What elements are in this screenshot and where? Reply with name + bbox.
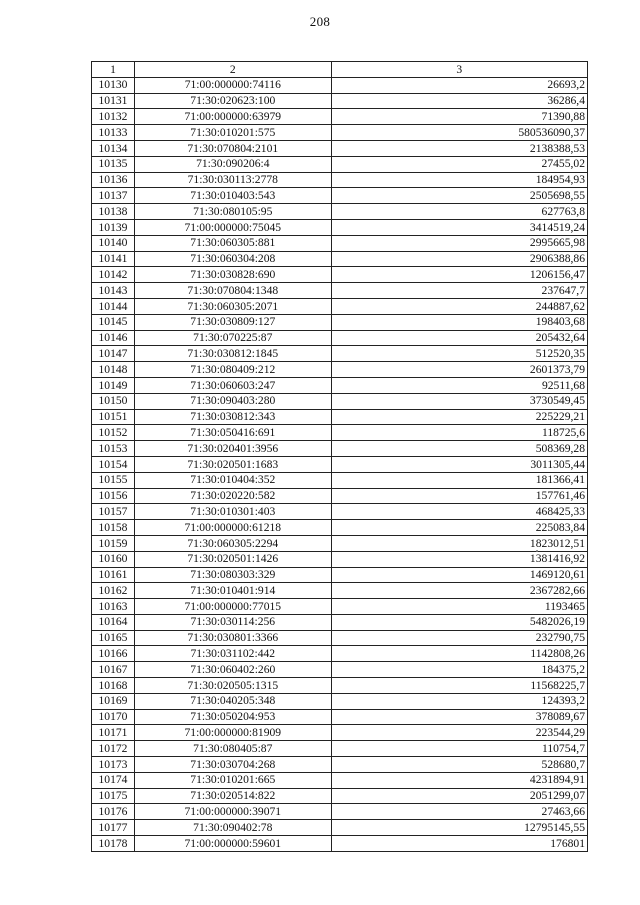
cadastral-value: 27455,02 <box>331 156 587 172</box>
cadastral-value: 2995665,98 <box>331 235 587 251</box>
row-number: 10156 <box>92 488 135 504</box>
cadastral-number: 71:30:010401:914 <box>134 583 331 599</box>
row-number: 10166 <box>92 646 135 662</box>
row-number: 10146 <box>92 330 135 346</box>
table-header <box>92 62 588 78</box>
cadastral-value: 36286,4 <box>331 93 587 109</box>
cadastral-number: 71:30:060305:2294 <box>134 535 331 551</box>
row-number: 10175 <box>92 788 135 804</box>
cadastral-value: 5482026,19 <box>331 614 587 630</box>
cadastral-value: 512520,35 <box>331 346 587 362</box>
table-row <box>92 425 588 441</box>
cadastral-number: 71:30:060304:208 <box>134 251 331 267</box>
cadastral-value: 71390,88 <box>331 109 587 125</box>
table-row <box>92 77 588 93</box>
cadastral-number: 71:30:030801:3366 <box>134 630 331 646</box>
cadastral-value: 1142808,26 <box>331 646 587 662</box>
table-row <box>92 140 588 156</box>
row-number: 10153 <box>92 441 135 457</box>
row-number: 10143 <box>92 283 135 299</box>
column-header-3: 3 <box>331 62 587 78</box>
cadastral-value: 1823012,51 <box>331 535 587 551</box>
cadastral-number: 71:30:070804:2101 <box>134 140 331 156</box>
table-row <box>92 520 588 536</box>
cadastral-number: 71:30:020401:3956 <box>134 441 331 457</box>
cadastral-value: 4231894,91 <box>331 772 587 788</box>
row-number: 10141 <box>92 251 135 267</box>
table-row <box>92 441 588 457</box>
cadastral-number: 71:30:030812:1845 <box>134 346 331 362</box>
row-number: 10154 <box>92 456 135 472</box>
cadastral-number: 71:30:020514:822 <box>134 788 331 804</box>
cadastral-value: 110754,7 <box>331 741 587 757</box>
row-number: 10155 <box>92 472 135 488</box>
row-number: 10163 <box>92 599 135 615</box>
row-number: 10160 <box>92 551 135 567</box>
cadastral-number: 71:30:030113:2778 <box>134 172 331 188</box>
row-number: 10144 <box>92 298 135 314</box>
table-row <box>92 678 588 694</box>
row-number: 10164 <box>92 614 135 630</box>
table-row <box>92 298 588 314</box>
table-row <box>92 172 588 188</box>
cadastral-value: 378089,67 <box>331 709 587 725</box>
row-number: 10157 <box>92 504 135 520</box>
cadastral-number: 71:30:030114:256 <box>134 614 331 630</box>
cadastral-number: 71:30:080303:329 <box>134 567 331 583</box>
row-number: 10132 <box>92 109 135 125</box>
row-number: 10134 <box>92 140 135 156</box>
row-number: 10158 <box>92 520 135 536</box>
cadastral-value: 2051299,07 <box>331 788 587 804</box>
cadastral-value: 1381416,92 <box>331 551 587 567</box>
cadastral-number: 71:30:090402:78 <box>134 820 331 836</box>
cadastral-number: 71:30:010201:665 <box>134 772 331 788</box>
table-row <box>92 567 588 583</box>
row-number: 10178 <box>92 836 135 852</box>
table-row <box>92 393 588 409</box>
table-row <box>92 109 588 125</box>
cadastral-number: 71:30:060603:247 <box>134 377 331 393</box>
cadastral-number: 71:00:000000:74116 <box>134 77 331 93</box>
cadastral-number: 71:30:050204:953 <box>134 709 331 725</box>
cadastral-value: 2505698,55 <box>331 188 587 204</box>
table-row <box>92 551 588 567</box>
cadastral-number: 71:30:020501:1426 <box>134 551 331 567</box>
row-number: 10172 <box>92 741 135 757</box>
cadastral-value: 225083,84 <box>331 520 587 536</box>
table-row <box>92 504 588 520</box>
table-row <box>92 614 588 630</box>
row-number: 10176 <box>92 804 135 820</box>
cadastral-value: 12795145,55 <box>331 820 587 836</box>
table-row <box>92 535 588 551</box>
row-number: 10139 <box>92 219 135 235</box>
cadastral-value: 237647,7 <box>331 283 587 299</box>
cadastral-value: 184375,2 <box>331 662 587 678</box>
cadastral-number: 71:00:000000:63979 <box>134 109 331 125</box>
cadastral-number: 71:30:020501:1683 <box>134 456 331 472</box>
header-row <box>92 62 588 78</box>
row-number: 10133 <box>92 125 135 141</box>
table-row <box>92 330 588 346</box>
table-row <box>92 219 588 235</box>
row-number: 10130 <box>92 77 135 93</box>
cadastral-value: 232790,75 <box>331 630 587 646</box>
cadastral-value: 225229,21 <box>331 409 587 425</box>
cadastral-number: 71:00:000000:77015 <box>134 599 331 615</box>
cadastral-number: 71:30:020505:1315 <box>134 678 331 694</box>
table-row <box>92 820 588 836</box>
cadastral-number: 71:30:020623:100 <box>134 93 331 109</box>
cadastral-number: 71:30:090403:280 <box>134 393 331 409</box>
table-row <box>92 788 588 804</box>
row-number: 10150 <box>92 393 135 409</box>
cadastral-number: 71:30:080405:87 <box>134 741 331 757</box>
row-number: 10147 <box>92 346 135 362</box>
cadastral-value: 508369,28 <box>331 441 587 457</box>
cadastral-number: 71:30:090206:4 <box>134 156 331 172</box>
column-header-2: 2 <box>134 62 331 78</box>
cadastral-number: 71:30:020220:582 <box>134 488 331 504</box>
table-row <box>92 204 588 220</box>
cadastral-value: 468425,33 <box>331 504 587 520</box>
cadastral-value: 3011305,44 <box>331 456 587 472</box>
cadastral-value: 118725,6 <box>331 425 587 441</box>
table-row <box>92 93 588 109</box>
table-row <box>92 725 588 741</box>
row-number: 10138 <box>92 204 135 220</box>
row-number: 10161 <box>92 567 135 583</box>
table-row <box>92 662 588 678</box>
cadastral-number: 71:30:030828:690 <box>134 267 331 283</box>
cadastral-value: 580536090,37 <box>331 125 587 141</box>
table-row <box>92 267 588 283</box>
table-row <box>92 693 588 709</box>
table-row <box>92 251 588 267</box>
row-number: 10151 <box>92 409 135 425</box>
table-row <box>92 235 588 251</box>
row-number: 10174 <box>92 772 135 788</box>
row-number: 10131 <box>92 93 135 109</box>
row-number: 10148 <box>92 362 135 378</box>
row-number: 10173 <box>92 757 135 773</box>
table-row <box>92 472 588 488</box>
table-row <box>92 346 588 362</box>
row-number: 10171 <box>92 725 135 741</box>
cadastral-value: 223544,29 <box>331 725 587 741</box>
cadastral-number: 71:30:070804:1348 <box>134 283 331 299</box>
page-number: 208 <box>309 14 331 29</box>
cadastral-value: 3414519,24 <box>331 219 587 235</box>
column-header-1: 1 <box>92 62 135 78</box>
table-row <box>92 156 588 172</box>
table-row <box>92 456 588 472</box>
row-number: 10162 <box>92 583 135 599</box>
cadastral-number: 71:30:040205:348 <box>134 693 331 709</box>
cadastral-number: 71:30:010404:352 <box>134 472 331 488</box>
cadastral-number: 71:30:080105:95 <box>134 204 331 220</box>
row-number: 10159 <box>92 535 135 551</box>
cadastral-value: 1193465 <box>331 599 587 615</box>
table-row <box>92 377 588 393</box>
cadastral-number: 71:30:060402:260 <box>134 662 331 678</box>
cadastral-number: 71:30:010301:403 <box>134 504 331 520</box>
cadastral-value: 2906388,86 <box>331 251 587 267</box>
table-row <box>92 125 588 141</box>
row-number: 10136 <box>92 172 135 188</box>
cadastral-number: 71:30:031102:442 <box>134 646 331 662</box>
table-row <box>92 314 588 330</box>
cadastral-number: 71:30:050416:691 <box>134 425 331 441</box>
cadastral-value: 205432,64 <box>331 330 587 346</box>
cadastral-value: 181366,41 <box>331 472 587 488</box>
table-row <box>92 583 588 599</box>
table-row <box>92 188 588 204</box>
cadastral-value: 184954,93 <box>331 172 587 188</box>
table-row <box>92 836 588 852</box>
row-number: 10145 <box>92 314 135 330</box>
table-row <box>92 709 588 725</box>
cadastral-value: 176801 <box>331 836 587 852</box>
row-number: 10142 <box>92 267 135 283</box>
row-number: 10149 <box>92 377 135 393</box>
cadastral-value: 92511,68 <box>331 377 587 393</box>
row-number: 10177 <box>92 820 135 836</box>
table-row <box>92 646 588 662</box>
cadastral-value: 124393,2 <box>331 693 587 709</box>
table-row <box>92 757 588 773</box>
cadastral-value: 627763,8 <box>331 204 587 220</box>
row-number: 10168 <box>92 678 135 694</box>
row-number: 10170 <box>92 709 135 725</box>
cadastral-value: 157761,46 <box>331 488 587 504</box>
cadastral-value: 528680,7 <box>331 757 587 773</box>
table-row <box>92 283 588 299</box>
cadastral-number: 71:30:060305:2071 <box>134 298 331 314</box>
cadastral-value: 27463,66 <box>331 804 587 820</box>
cadastral-value: 2601373,79 <box>331 362 587 378</box>
cadastral-number: 71:00:000000:59601 <box>134 836 331 852</box>
cadastral-number: 71:30:070225:87 <box>134 330 331 346</box>
cadastral-number: 71:00:000000:39071 <box>134 804 331 820</box>
cadastral-number: 71:00:000000:75045 <box>134 219 331 235</box>
scan-speck <box>536 550 538 552</box>
cadastral-number: 71:30:080409:212 <box>134 362 331 378</box>
cadastral-value: 1469120,61 <box>331 567 587 583</box>
table-row <box>92 804 588 820</box>
cadastral-value: 2138388,53 <box>331 140 587 156</box>
table-row <box>92 488 588 504</box>
cadastral-number: 71:30:030704:268 <box>134 757 331 773</box>
cadastral-number: 71:30:010403:543 <box>134 188 331 204</box>
cadastral-number: 71:00:000000:81909 <box>134 725 331 741</box>
cadastral-value: 198403,68 <box>331 314 587 330</box>
row-number: 10140 <box>92 235 135 251</box>
cadastral-value: 1206156,47 <box>331 267 587 283</box>
table-row <box>92 409 588 425</box>
table-row <box>92 362 588 378</box>
table-row <box>92 599 588 615</box>
table-row <box>92 741 588 757</box>
row-number: 10135 <box>92 156 135 172</box>
row-number: 10152 <box>92 425 135 441</box>
cadastral-number: 71:30:060305:881 <box>134 235 331 251</box>
cadastral-value: 2367282,66 <box>331 583 587 599</box>
row-number: 10137 <box>92 188 135 204</box>
row-number: 10167 <box>92 662 135 678</box>
cadastral-value: 3730549,45 <box>331 393 587 409</box>
table-row <box>92 772 588 788</box>
table-body <box>92 77 588 851</box>
cadastral-number: 71:00:000000:61218 <box>134 520 331 536</box>
cadastral-number: 71:30:010201:575 <box>134 125 331 141</box>
cadastral-value: 26693,2 <box>331 77 587 93</box>
cadastral-number: 71:30:030809:127 <box>134 314 331 330</box>
row-number: 10165 <box>92 630 135 646</box>
row-number: 10169 <box>92 693 135 709</box>
cadastral-value: 11568225,7 <box>331 678 587 694</box>
registry-table <box>91 61 588 852</box>
table-row <box>92 630 588 646</box>
cadastral-value: 244887,62 <box>331 298 587 314</box>
cadastral-number: 71:30:030812:343 <box>134 409 331 425</box>
